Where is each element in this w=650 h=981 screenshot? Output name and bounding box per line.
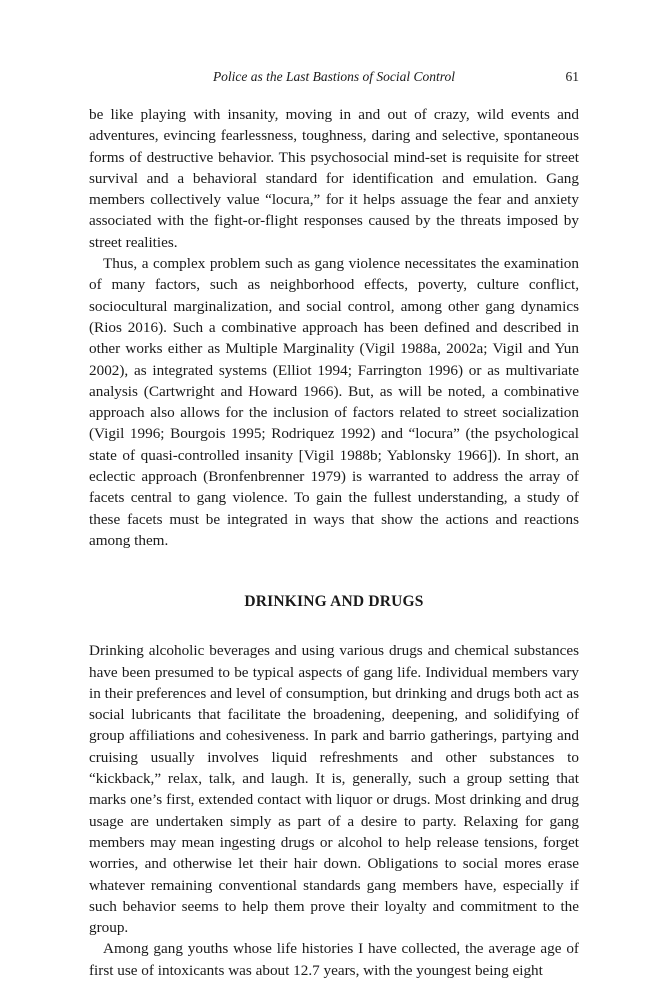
running-head bbox=[89, 66, 579, 88]
paragraph: be like playing with insanity, moving in and out of crazy, wild events and adventures, evincing fearlessness, toughness, daring and selective, spontaneous forms of destructive behavior. This psychosocial mind-set is requisite for street survival and a behavioral standard for identification and emulation. Gang members collectively value “locura,” for it helps assuage the fear and anxiety associated with the fight-or-flight responses caused by the threats imposed by street realities. bbox=[89, 106, 579, 251]
page-number: 61 bbox=[565, 69, 579, 84]
paragraph: Among gang youths whose life histories I have collected, the average age of first use of intoxicants was about 12.7 years, with the youngest being eight bbox=[89, 940, 579, 979]
running-title: Police as the Last Bastions of Social Control bbox=[212, 69, 456, 84]
book-page bbox=[89, 66, 579, 981]
paragraph: Drinking alcoholic beverages and using various drugs and chemical substances have been presumed to be typical aspects of gang life. Individual members vary in their preferences and level of consumption, but drinking and drugs both act as social lubricants that facilitate the broadening, deepening, and solidifying of group affiliations and cohesiveness. In park and barrio gatherings, partying and cruising usually involves liquid refreshments and other substances to “kickback,” relax, talk, and laugh. It is, generally, such a group setting that marks one’s first, extended contact with liquor or drugs. Most drinking and drug usage are undertaken simply as part of a desire to party. Relaxing for gang members may mean ingesting drugs or alcohol to help release tensions, forget worries, and otherwise let their hair down. Obligations to social mores erase whatever remaining conventional standards gang members have, especially if such behavior seems to help them prove their loyalty and commitment to the group. bbox=[89, 642, 579, 937]
section-heading: DRINKING AND DRUGS bbox=[244, 593, 424, 611]
body-text bbox=[89, 104, 579, 981]
paragraph: Thus, a complex problem such as gang violence necessitates the examination of many factors, such as neighborhood effects, poverty, culture conflict, sociocultural marginalization, and social control, among other gang dynamics (Rios 2016). Such a combinative approach has been defined and described in other works either as Multiple Marginality (Vigil 1988a, 2002a; Vigil and Yun 2002), as integrated systems (Elliot 1994; Farrington 1996) or as multivariate analysis (Cartwright and Howard 1966). But, as will be noted, a combinative approach also allows for the inclusion of factors related to street socialization (Vigil 1996; Bourgois 1995; Rodriquez 1992) and “locura” (the psychological state of quasi-controlled insanity [Vigil 1988b; Yablonsky 1966]). In short, an eclectic approach (Bronfenbrenner 1979) is warranted to address the array of facets central to gang violence. To gain the fullest understanding, a study of these facets must be integrated in ways that show the actions and reactions among them. bbox=[89, 255, 579, 549]
